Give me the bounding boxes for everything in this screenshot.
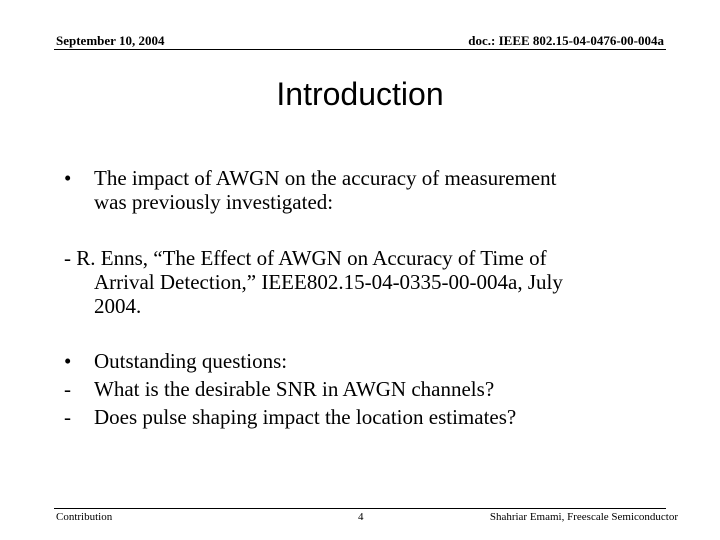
header-rule xyxy=(54,49,666,50)
reference-citation xyxy=(64,246,563,318)
reference-line1: - R. Enns, “The Effect of AWGN on Accuracy of Time of xyxy=(64,246,547,270)
footer-contribution: Contribution xyxy=(56,511,113,523)
question-text: Does pulse shaping impact the location estimates? xyxy=(94,405,517,429)
bullet-text-line1: The impact of AWGN on the accuracy of measurement xyxy=(94,166,557,190)
slide-title: Introduction xyxy=(276,76,444,112)
dash-mark: - xyxy=(64,405,71,429)
bullet-text: Outstanding questions: xyxy=(94,349,288,373)
bullet-outstanding-questions xyxy=(64,349,287,373)
footer-page-number: 4 xyxy=(358,511,364,523)
footer-rule xyxy=(54,508,666,509)
bullet-text-line2: was previously investigated: xyxy=(94,190,334,214)
bullet-mark: • xyxy=(64,166,72,190)
question-snr xyxy=(64,377,494,401)
header-doc-id: doc.: IEEE 802.15-04-0476-00-004a xyxy=(468,33,664,48)
question-pulse-shaping xyxy=(64,405,516,429)
reference-line2: Arrival Detection,” IEEE802.15-04-0335-00-004a, July xyxy=(94,270,563,294)
dash-mark: - xyxy=(64,377,71,401)
header-date: September 10, 2004 xyxy=(56,33,165,48)
footer-author: Shahriar Emami, Freescale Semiconductor xyxy=(489,511,678,523)
bullet-mark: • xyxy=(64,349,72,373)
reference-line3: 2004. xyxy=(94,294,142,318)
bullet-awgn-impact xyxy=(64,166,556,214)
question-text: What is the desirable SNR in AWGN channels? xyxy=(94,377,495,401)
